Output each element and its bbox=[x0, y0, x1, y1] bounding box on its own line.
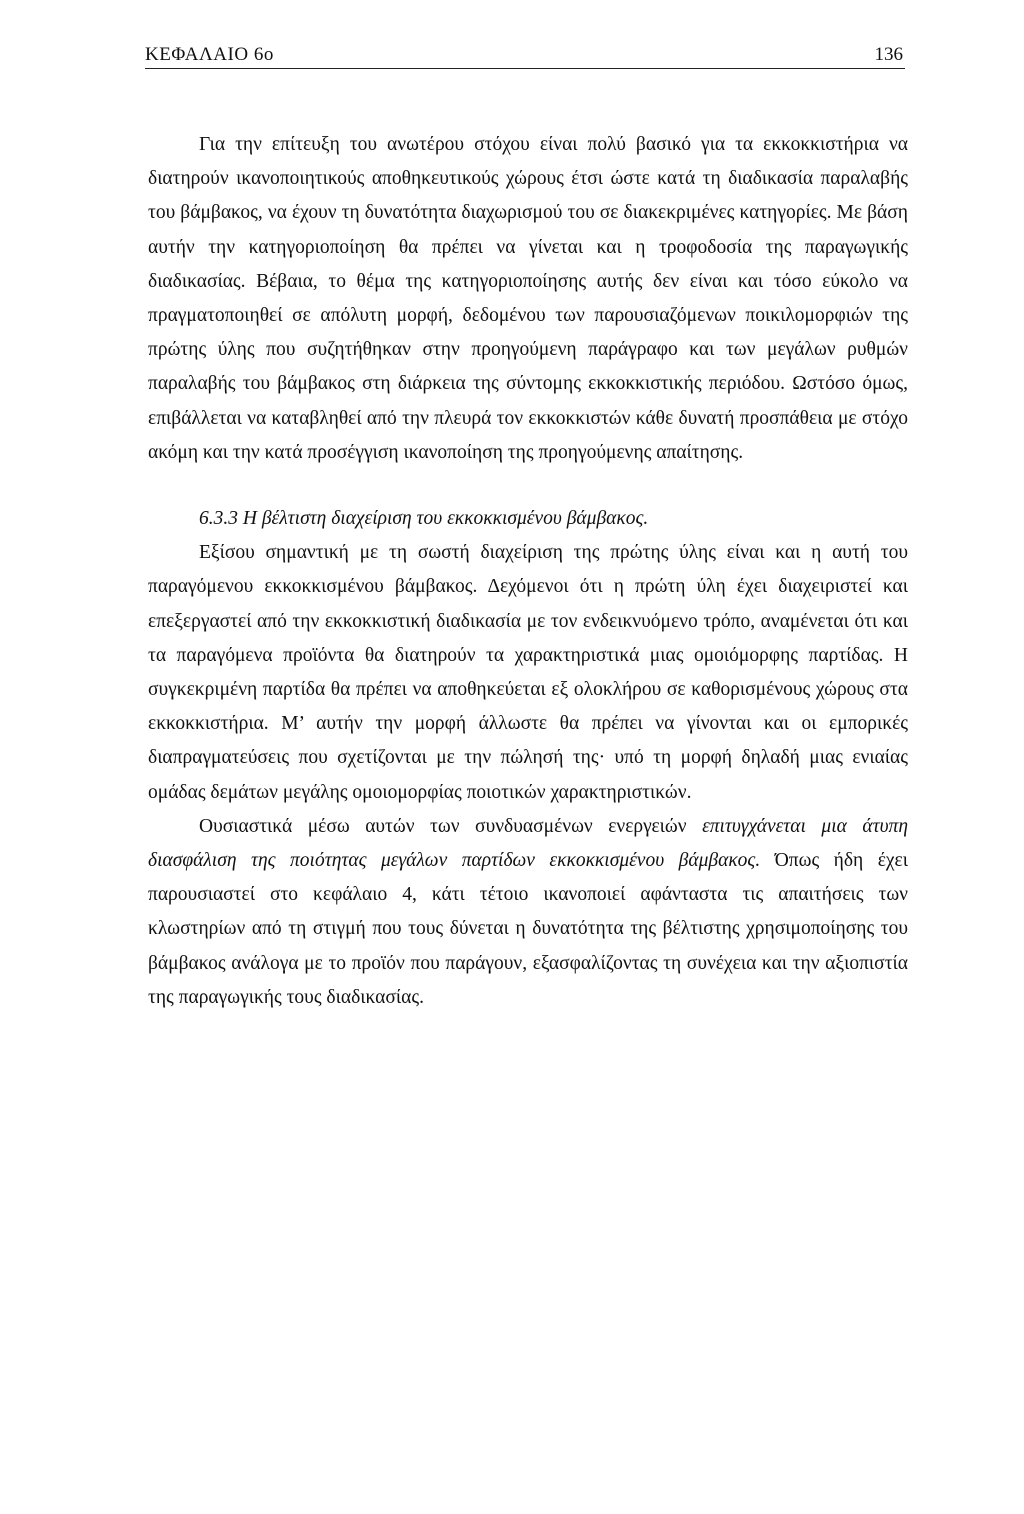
running-header bbox=[145, 44, 905, 69]
page-body bbox=[148, 128, 908, 1015]
paragraph-quality-start: Ουσιαστικά μέσω αυτών των συνδυασμένων ενεργειών bbox=[199, 815, 687, 837]
chapter-label: ΚΕΦΑΛΑΙΟ 6ο bbox=[145, 44, 274, 65]
paragraph-quality-end: Όπως ήδη έχει παρουσιαστεί στο κεφάλαιο 4, κάτι τέτοιο ικανοποιεί αφάνταστα τις απαιτήσεις των κλωστηρίων από τη στιγμή που τους δύνεται η δυνατότητα της βέλτιστης χρησιμοποίησης του βάμβακος ανάλογα με το προϊόν που παράγουν, εξασφαλίζοντας τη συνέχεια και την αξιοπιστία της παραγωγικής τους διαδικασίας. bbox=[148, 850, 908, 1008]
paragraph-ginned-cotton-management: Εξίσου σημαντική με τη σωστή διαχείριση της πρώτης ύλης είναι και η αυτή του παραγόμενου εκκοκκισμένου βάμβακος. Δεχόμενοι ότι η πρώτη ύλη έχει διαχειριστεί και επεξεργαστεί από την εκκοκκιστική διαδικασία με τον ενδεικνυόμενο τρόπο, αναμένεται ότι και τα παραγόμενα προϊόντα θα διατηρούν τα χαρακτηριστικά μιας ομοιόμορφης παρτίδας. Η συγκεκριμένη παρτίδα θα πρέπει να αποθηκεύεται εξ ολοκλήρου σε καθορισμένους χώρους στα εκκοκκιστήρια. Μ’ αυτήν την μορφή άλλωστε θα πρέπει να γίνονται και οι εμπορικές διαπραγματεύσεις που σχετίζονται με την πώλησή της· υπό τη μορφή δηλαδή μιας ενιαίας ομάδας δεμάτων μεγάλης ομοιομορφίας ποιοτικών χαρακτηριστικών. bbox=[148, 542, 908, 803]
paragraph-quality-assurance bbox=[148, 810, 908, 1015]
section-heading-6-3-3: 6.3.3 Η βέλτιστη διαχείριση του εκκοκκισμένου βάμβακος. bbox=[199, 508, 649, 530]
paragraph-category-storage: Για την επίτευξη του ανωτέρου στόχου είναι πολύ βασικό για τα εκκοκκιστήρια να διατηρούν ικανοποιητικούς αποθηκευτικούς χώρους έτσι ώστε κατά τη διαδικασία παραλαβής του βάμβακος, να έχουν τη δυνατότητα διαχωρισμού του σε διακεκριμένες κατηγορίες. Με βάση αυτήν την κατηγοριοποίηση θα πρέπει να γίνεται και η τροφοδοσία της παραγωγικής διαδικασίας. Βέβαια, το θέμα της κατηγοριοποίησης αυτής δεν είναι και τόσο εύκολο να πραγματοποιηθεί σε απόλυτη μορφή, δεδομένου των παρουσιαζόμενων ποικιλομορφιών της πρώτης ύλης που συζητήθηκαν στην προηγούμενη παράγραφο και των μεγάλων ρυθμών παραλαβής του βάμβακος στη διάρκεια της σύντομης εκκοκκιστικής περιόδου. Ωστόσο όμως, επιβάλλεται να καταβληθεί από την πλευρά τον εκκοκκιστών κάθε δυνατή προσπάθεια με στόχο ακόμη και την κατά προσέγγιση ικανοποίηση της προηγούμενης απαίτησης. bbox=[148, 134, 908, 463]
paragraph-quality-emphasis: επιτυγχάνεται μια άτυπη διασφάλιση της ποιότητας μεγάλων παρτίδων εκκοκκισμένου βάμβακος. bbox=[148, 815, 908, 872]
page-number: 136 bbox=[874, 44, 903, 65]
